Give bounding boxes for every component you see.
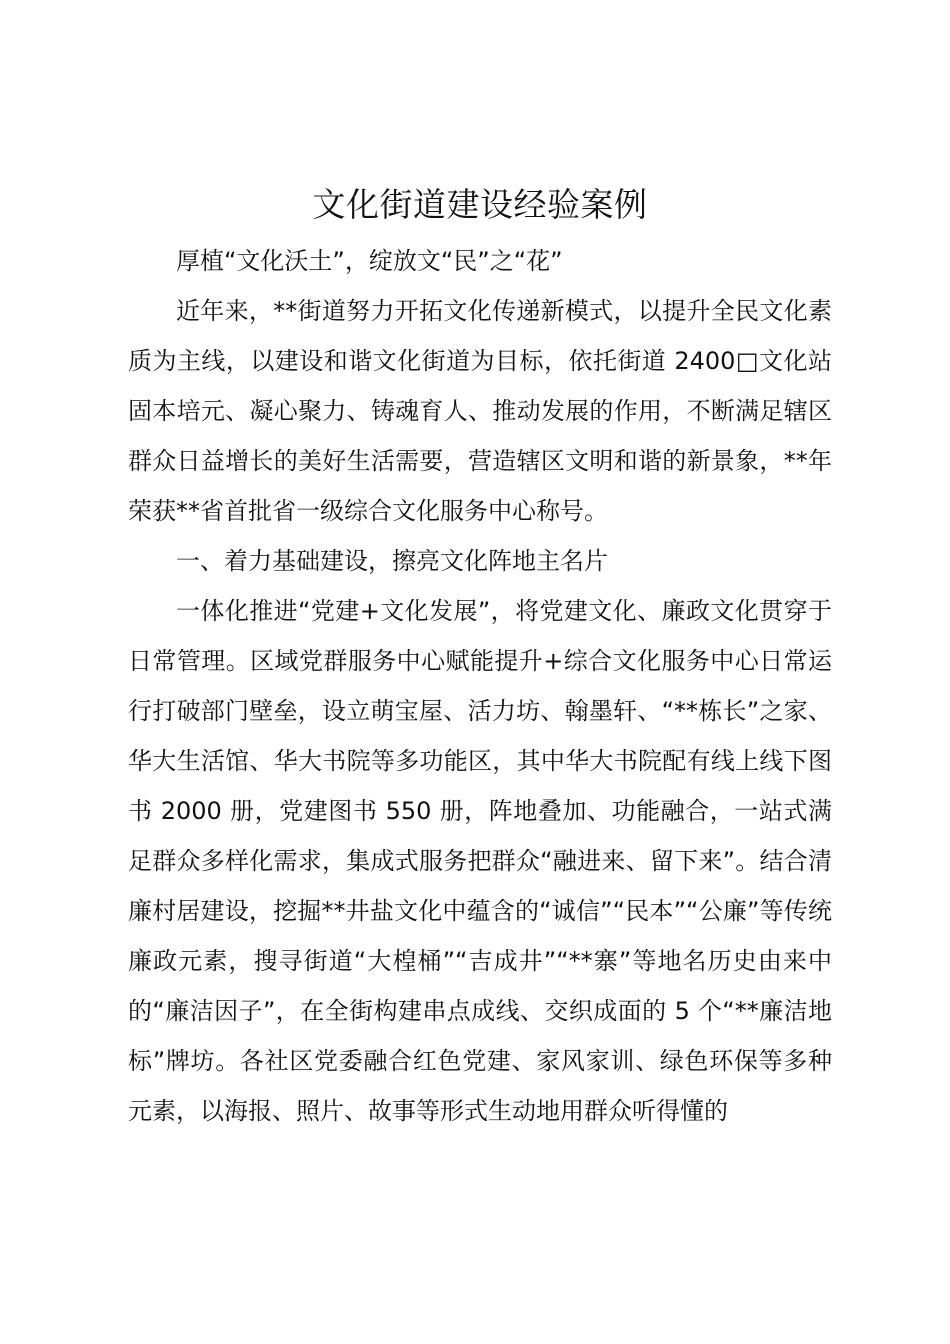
intro-paragraph: 近年来，**街道努力开拓文化传递新模式，以提升全民文化素质为主线，以建设和谐文化街道为目标，依托街道 2400□文化站固本培元、凝心聚力、铸魂育人、推动发展的作用，不断满足辖区群众日益增长的美好生活需要，营造辖区文明和谐的新景象，**年荣获**省首批省一级综合文化服务中心称号。 — [128, 297, 832, 525]
section-body-paragraph: 一体化推进“党建+文化发展”，将党建文化、廉政文化贯穿于日常管理。区域党群服务中心赋能提升+综合文化服务中心日常运行打破部门壁垒，设立萌宝屋、活力坊、翰墨轩、“**栋长”之家、华大生活馆、华大书院等多功能区，其中华大书院配有线上线下图书 2000 册，党建图书 550 册，阵地叠加、功能融合，一站式满足群众多样化需求，集成式服务把群众“融进来、留下来”。结合清廉村居建设，挖掘**井盐文化中蕴含的“诚信”“民本”“公廉”等传统廉政元素，搜寻街道“大楻桶”“吉成井”“**寨”等地名历史由来中的“廉洁因子”，在全街构建串点成线、交织成面的 5 个“**廉洁地标”牌坊。各社区党委融合红色党建、家风家训、绿色环保等多种元素，以海报、照片、故事等形式生动地用群众听得懂的 — [128, 597, 832, 1125]
document-title: 文化街道建设经验案例 — [312, 185, 648, 224]
document-subtitle: 厚植“文化沃土”，绽放文“民”之“花” — [176, 247, 563, 275]
document-body — [128, 178, 832, 1136]
section-heading: 一、着力基础建设，擦亮文化阵地主名片 — [176, 547, 608, 575]
